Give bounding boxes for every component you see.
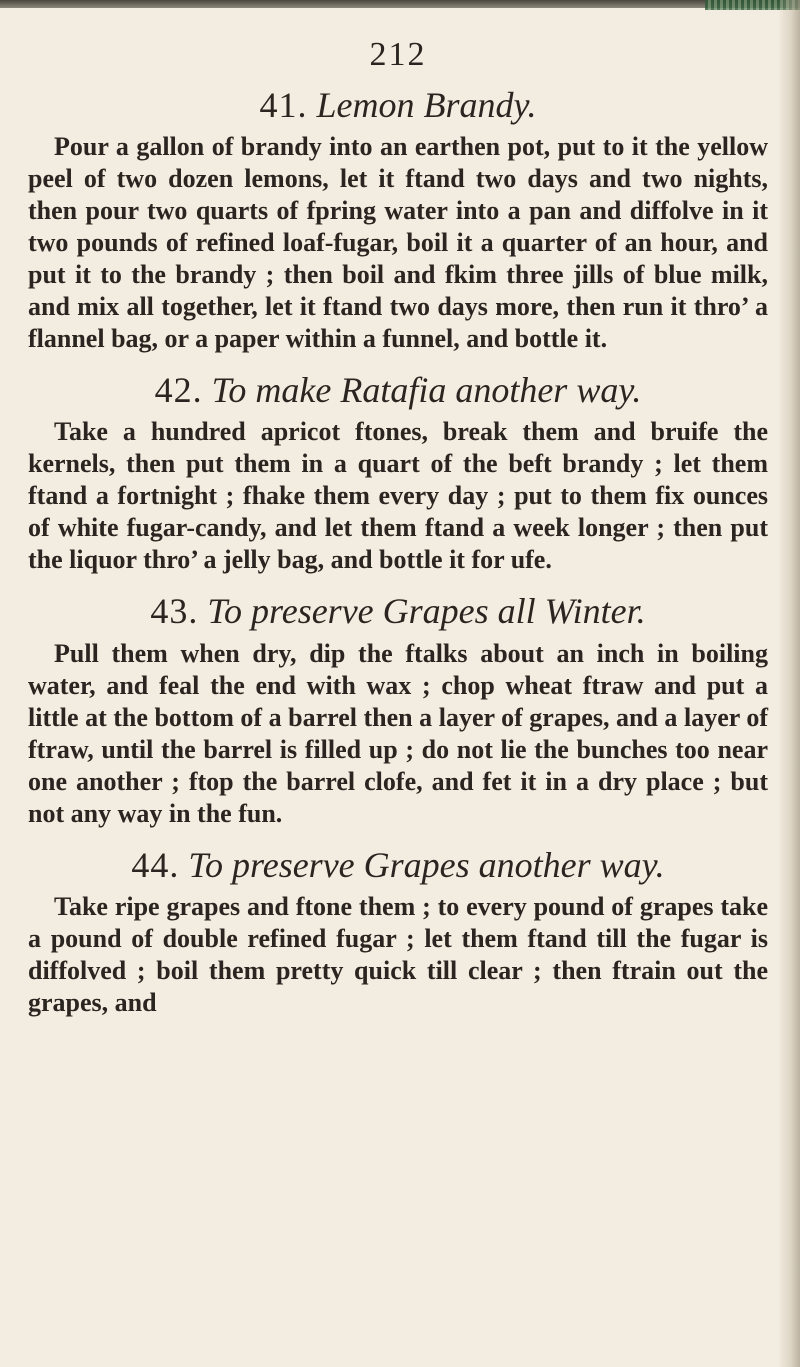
recipe-name: To make Ratafia another way. bbox=[211, 370, 642, 411]
page-number: 212 bbox=[369, 36, 427, 73]
recipe-44 bbox=[28, 844, 768, 1019]
recipe-42 bbox=[28, 369, 768, 576]
recipe-body: Pull them when dry, dip the ftalks about an inch in boiling water, and feal the end with wax ; chop wheat ftraw and put a little at the bottom of a barrel then a layer of grapes, and a layer of ftraw, until the barrel is filled up ; do not lie the bunches too near one another ; ftop the barrel clofe, and fet it in a dry place ; but not any way in the fun. bbox=[28, 638, 768, 828]
page-edge-shadow bbox=[778, 0, 800, 1367]
recipe-body: Take a hundred apricot ftones, break them and bruife the kernels, then put them in a quart of the beft brandy ; let them ftand a fortnight ; fhake them every day ; put to them fix ounces of white fugar-candy, and let them ftand a week longer ; then put the liquor thro’ a jelly bag, and bottle it for ufe. bbox=[28, 417, 768, 575]
recipe-title bbox=[28, 590, 768, 633]
recipe-41 bbox=[28, 84, 768, 355]
recipe-name: Lemon Brandy. bbox=[316, 85, 537, 125]
recipe-body: Pour a gallon of brandy into an earthen pot, put to it the yellow peel of two dozen lemons, let it ftand two days and two nights, then pour two quarts of fpring water into a pan and diffolve in it two pounds of refined loaf-fugar, boil it a quarter of an hour, and put it to the brandy ; then boil and fkim three jills of blue milk, and mix all together, let it ftand two days more, then run it thro’ a flannel bag, or a paper within a funnel, and bottle it. bbox=[28, 132, 768, 354]
recipe-title bbox=[28, 844, 768, 887]
recipe-number: 43. bbox=[150, 591, 199, 632]
recipe-number: 41. bbox=[259, 85, 308, 125]
top-edge-rule bbox=[0, 0, 800, 8]
recipe-name: To preserve Grapes another way. bbox=[188, 844, 665, 885]
recipe-name: To preserve Grapes all Winter. bbox=[207, 591, 646, 632]
recipe-43 bbox=[28, 590, 768, 829]
recipe-number: 42. bbox=[154, 370, 203, 411]
recipe-title bbox=[28, 84, 768, 127]
book-page bbox=[28, 36, 768, 1033]
recipe-number: 44. bbox=[131, 844, 180, 885]
recipe-title bbox=[28, 369, 768, 412]
recipe-body: Take ripe grapes and ftone them ; to every pound of grapes take a pound of double refined fugar ; let them ftand till the fugar is diffolved ; boil them pretty quick till clear ; then ftrain out the grapes, and bbox=[28, 891, 768, 1017]
